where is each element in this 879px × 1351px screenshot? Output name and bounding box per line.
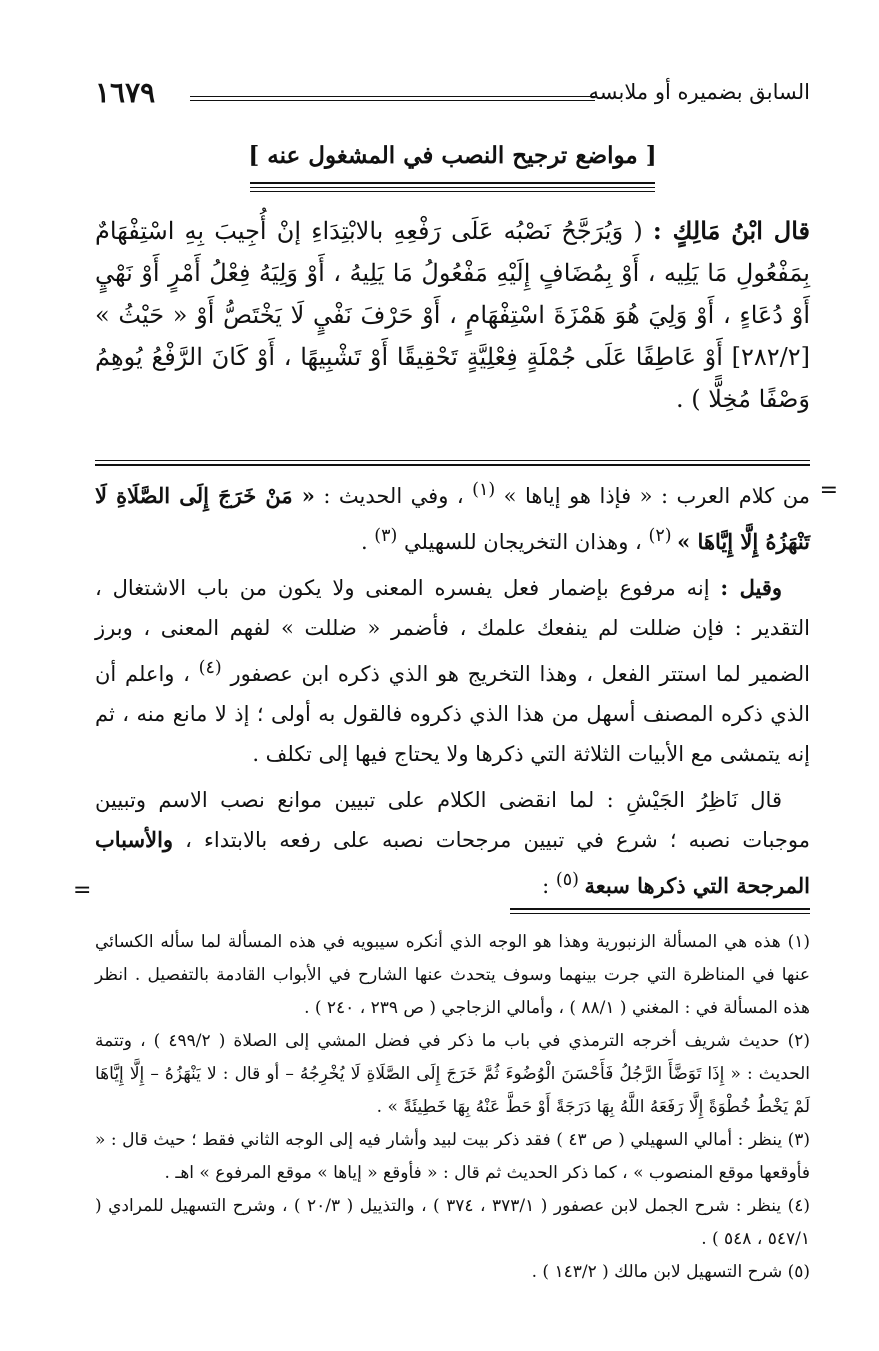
continuation-mark-end: = [73, 878, 92, 903]
header-rule [190, 96, 595, 101]
footnote-ref-1: (١) [472, 480, 496, 500]
hadith-quote: « مَنْ خَرَجَ إِلَى الصَّلَاةِ لَا تَنْهَزُهُ إِلَّا إِيَّاهَا » [95, 483, 810, 554]
p3-end: : [542, 874, 556, 898]
page-number: ١٦٧٩ [95, 76, 156, 109]
p1-close: . [360, 530, 375, 554]
paragraph-1 [95, 470, 810, 562]
p3-bold: والأسباب المرجحة التي ذكرها سبعة [95, 827, 810, 898]
continuation-mark: = [819, 478, 838, 503]
footnote-2: (٢) حديث شريف أخرجه الترمذي في باب ما ذكر في فضل المشي إلى الصلاة ( ٤٩٩/٢ ) ، وتتمة الحديث : « إِذَا تَوَضَّأَ الرَّجُلُ فَأَحْسَنَ الْوُضُوءَ ثُمَّ خَرَجَ إِلَى الصَّلَاةِ لَا يُخْرِجُهُ – أو قال : لا يَنْهَزُهُ – إِلَّا إِيَّاهَا لَمْ يَخْطُ خُطْوَةً إِلَّا رَفَعَهُ اللَّهُ بِهَا دَرَجَةً أَوْ حَطَّ عَنْهُ بِهَا خَطِيئَةً » . [95, 1031, 810, 1117]
footnote-ref-2: (٢) [648, 526, 678, 546]
title-rule [250, 182, 655, 195]
p3-speaker: قال نَاظِرُ الجَيْشِ : [606, 788, 782, 812]
p1-end: ، وهذان التخريجان للسهيلي [397, 530, 649, 554]
p2-lead: وقيل : [720, 575, 783, 600]
footnote-5: (٥) شرح التسهيل لابن مالك ( ١٤٣/٢ ) . [531, 1262, 810, 1282]
matn-rule [95, 460, 810, 469]
book-page [73, 70, 838, 1300]
matn-text: ( وَيُرَجَّحُ نَصْبُه عَلَى رَفْعِهِ بالابْتِدَاءِ إنْ أُجِيبَ بِهِ اسْتِفْهَامٌ بِمَفْعُولِ مَا يَلِيه ، أَوْ بِمُضَافٍ إِلَيْهِ مَفْعُولُ مَا يَلِيهُ ، أَوْ وَلِيَهُ فِعْلُ أَمْرٍ أَوْ نَهْيٍ أَوْ دُعَاءٍ ، أَوْ وَلِيَ هُوَ هَمْزَةَ اسْتِفْهَامٍ ، أَوْ حَرْفَ نَفْيٍ لَا يَخْتَصُّ أَوْ « حَيْثُ » [٢٨٢/٢] أَوْ عَاطِفًا عَلَى جُمْلَةٍ فِعْلِيَّةٍ تَحْقِيقًا أَوْ تَشْبِيهًا ، أَوْ كَانَ الرَّفْعُ يُوهِمُ وَصْفًا مُخِلًّا ) . [95, 217, 811, 413]
p1-mid: ، وفي الحديث : [314, 484, 473, 508]
p1-start: من كلام العرب : « فإذا هو إياها » [495, 484, 810, 508]
matn-paragraph [95, 210, 810, 420]
footnote-1: (١) هذه هي المسألة الزنبورية وهذا هو الوجه الذي أنكره سيبويه في هذه المسألة لما سأله الكسائي عنها في المناظرة التي جرت بينهما وسوف يتحدث عنها الشارح في الأبواب القادمة بالتفصيل . انظر هذه المسألة في : المغني ( ٨٨/١ ) ، وأمالي الزجاجي ( ص ٢٣٩ ، ٢٤٠ ) . [95, 932, 810, 1018]
running-title: السابق بضميره أو ملابسه [588, 80, 810, 104]
matn-speaker: قال ابْنُ مَالِكٍ : [652, 216, 810, 245]
footnote-3: (٣) ينظر : أمالي السهيلي ( ص ٤٣ ) فقد ذكر بيت لبيد وأشار فيه إلى الوجه الثاني فقط ؛ حيث قال : « فأوقعها موقع المنصوب » ، كما ذكر الحديث ثم قال : « فأوقع « إياها » موقع المرفوع » اهـ . [95, 1130, 810, 1183]
paragraph-2 [95, 568, 810, 774]
page-header [95, 78, 810, 118]
footnote-ref-5: (٥) [555, 870, 585, 890]
paragraph-3 [95, 780, 810, 906]
section-title: [ مواضع ترجيح النصب في المشغول عنه ] [248, 142, 657, 169]
commentary [95, 470, 810, 912]
footnote-ref-4: (٤) [198, 658, 222, 678]
footnotes [95, 926, 810, 1289]
p3-text: لما انقضى الكلام على تبيين موانع نصب الاسم وتبيين موجبات نصبه ؛ شرع في تبيين مرجحات نصبه على رفعه بالابتداء ، [95, 788, 810, 852]
p2-text: إنه مرفوع بإضمار فعل يفسره المعنى ولا يكون من باب الاشتغال ، التقدير : فإن ضللت لم ينفعك علمك ، فأضمر « ضللت » لفهم المعنى ، وبرز الضمير لما استتر الفعل ، وهذا التخريج هو الذي ذكره ابن عصفور [95, 576, 810, 686]
footnote-4: (٤) ينظر : شرح الجمل لابن عصفور ( ٣٧٣/١ ، ٣٧٤ ) ، والتذييل ( ٢٠/٣ ) ، وشرح التسهيل للمرادي ( ٥٤٧/١ ، ٥٤٨ ) . [95, 1196, 811, 1249]
p2-end: ، واعلم أن الذي ذكره المصنف أسهل من هذا الذي ذكروه فالقول به أولى ؛ إذ لا مانع منه ، ثم إنه يتمشى مع الأبيات الثلاثة التي ذكرها ولا يحتاج فيها إلى تكلف . [95, 662, 810, 766]
footnote-ref-3: (٣) [374, 526, 398, 546]
footnote-rule [510, 908, 810, 917]
